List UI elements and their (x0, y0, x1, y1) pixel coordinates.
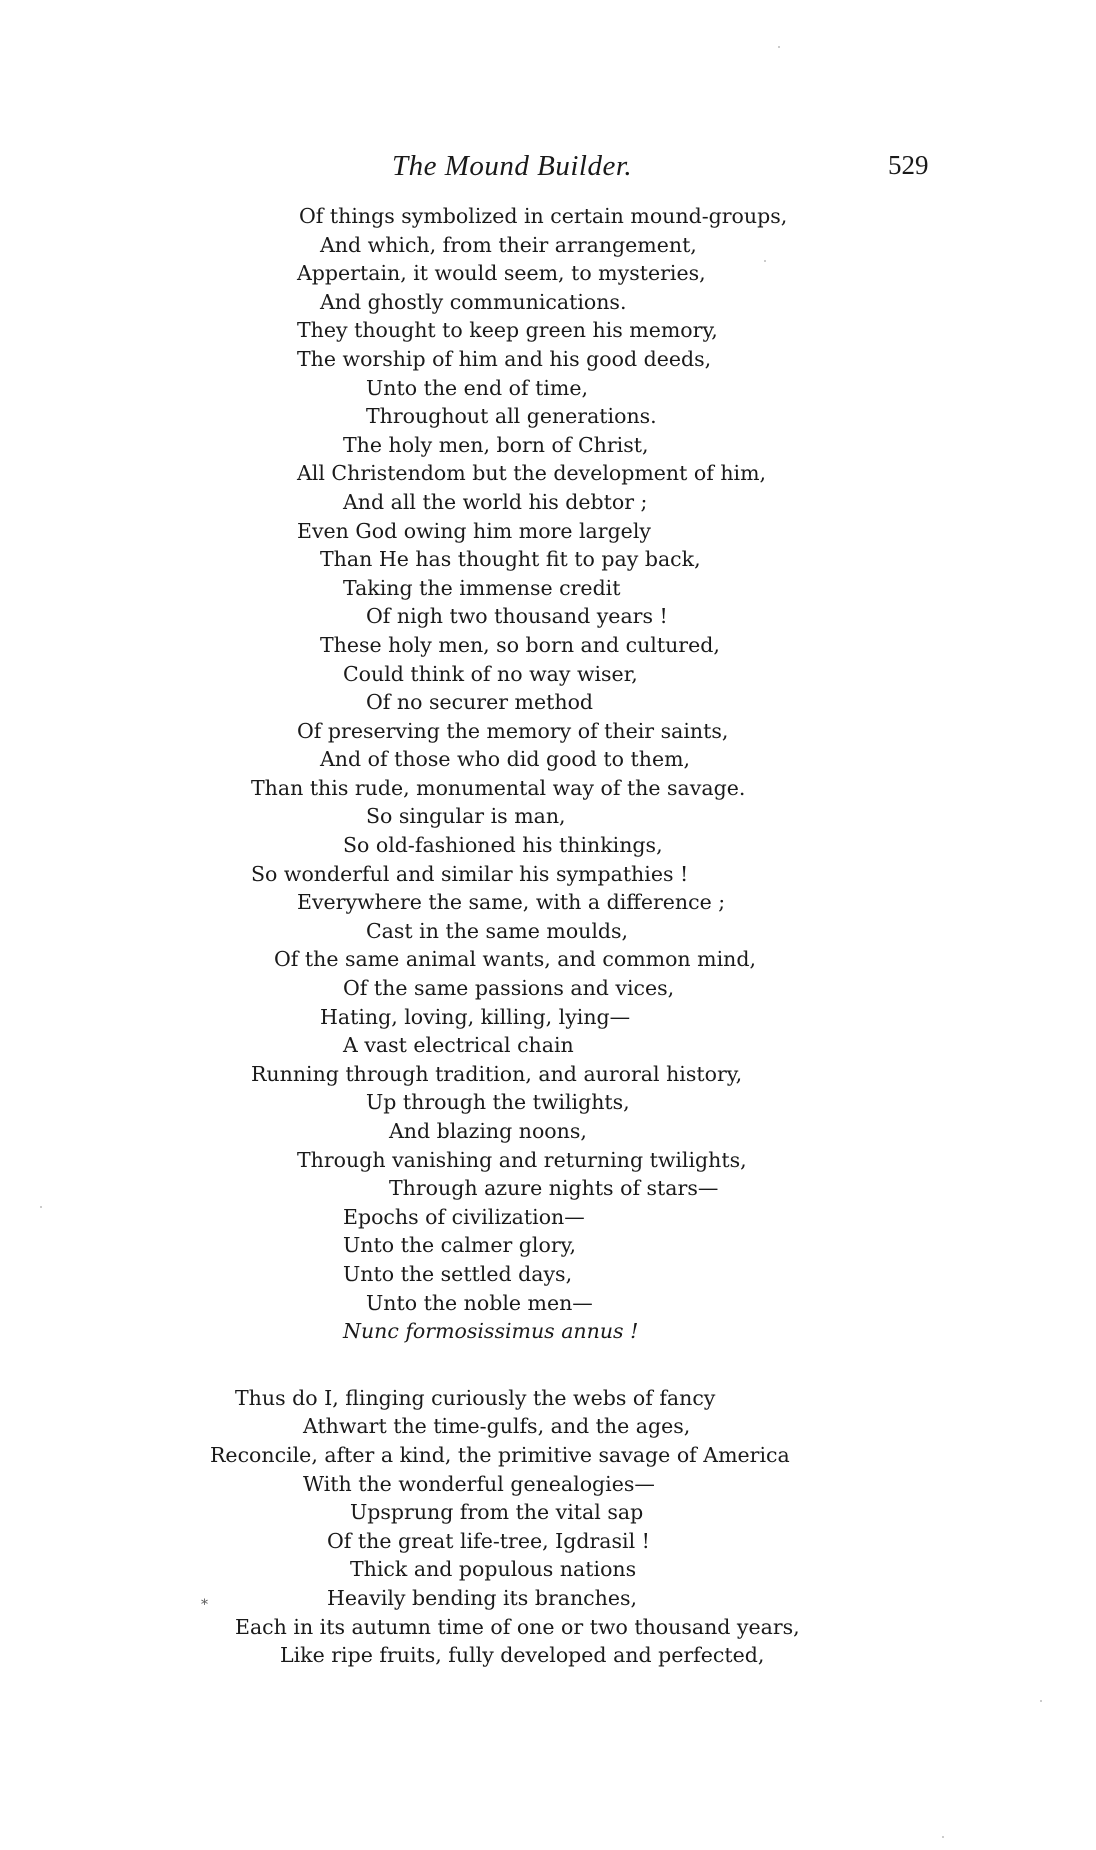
poem-line: Heavily bending its branches, (327, 1585, 638, 1610)
poem-line: So singular is man, (366, 804, 566, 829)
poem-line: Of the same passions and vices, (343, 976, 675, 1001)
paper-speck (40, 1206, 42, 1208)
poem-line: The holy men, born of Christ, (343, 432, 649, 457)
poem-line: Running through tradition, and auroral history, (251, 1061, 743, 1086)
poem-line: Of preserving the memory of their saints, (297, 718, 729, 743)
poem-line: Cast in the same moulds, (366, 918, 629, 943)
paper-speck (778, 46, 780, 48)
poem-line: With the wonderful genealogies— (303, 1471, 655, 1496)
poem-line: Unto the settled days, (343, 1261, 573, 1286)
poem-line: Could think of no way wiser, (343, 661, 638, 686)
poem-line: Taking the immense credit (343, 575, 621, 600)
poem-line: Of nigh two thousand years ! (366, 604, 668, 629)
poem-line: And which, from their arrangement, (320, 232, 697, 257)
paper-speck (942, 1836, 944, 1838)
poem-line: Of things symbolized in certain mound-groups, (299, 204, 788, 228)
poem-line: Unto the noble men— (366, 1290, 593, 1315)
poem-line: Upsprung from the vital sap (350, 1500, 644, 1525)
poem-line: Thus do I, flinging curiously the webs of fancy (235, 1385, 716, 1410)
poem-line: And all the world his debtor ; (343, 489, 648, 514)
poem-line: Through azure nights of stars— (389, 1176, 719, 1201)
poem-line: And ghostly communications. (320, 289, 627, 314)
poem-line: Hating, loving, killing, lying— (320, 1004, 631, 1029)
poem-line: All Christendom but the development of him, (297, 461, 767, 486)
poem-line: The worship of him and his good deeds, (297, 346, 712, 371)
poem-line: Throughout all generations. (366, 404, 657, 429)
poem-line: Each in its autumn time of one or two thousand years, (235, 1614, 800, 1639)
poem-line: Nunc formosissimus annus ! (343, 1319, 639, 1344)
poem-line: Unto the end of time, (366, 375, 588, 400)
poem-line: A vast electrical chain (343, 1033, 574, 1058)
poem-stanzas (0, 202, 1096, 1670)
poem-line: These holy men, so born and cultured, (320, 632, 720, 657)
poem-line: Than He has thought fit to pay back, (320, 547, 701, 572)
poem-line: Appertain, it would seem, to mysteries, (297, 261, 706, 286)
margin-mark: * (201, 1597, 208, 1613)
poem-line: They thought to keep green his memory, (297, 318, 718, 343)
poem-line: So wonderful and similar his sympathies ! (251, 861, 689, 886)
page-number: 529 (888, 150, 929, 180)
poem-line: So old-fashioned his thinkings, (343, 833, 663, 858)
poem-line: Thick and populous nations (350, 1557, 637, 1582)
running-title: The Mound Builder. (392, 150, 633, 182)
poem-line: Like ripe fruits, fully developed and perfected, (280, 1643, 765, 1668)
poem-line: Unto the calmer glory, (343, 1233, 577, 1258)
poem-line: Of the great life-tree, Igdrasil ! (327, 1528, 650, 1553)
paper-speck (1040, 1700, 1042, 1702)
poem-line: Reconcile, after a kind, the primitive savage of America (210, 1442, 790, 1467)
poem-line: Athwart the time-gulfs, and the ages, (303, 1414, 691, 1439)
poem-line: Even God owing him more largely (297, 518, 651, 543)
poem-line: Up through the twilights, (366, 1090, 630, 1115)
poem-line: Epochs of civilization— (343, 1204, 585, 1229)
poem-line: Of no securer method (366, 690, 594, 715)
poem-line: Through vanishing and returning twilights, (297, 1147, 747, 1172)
poem-line: And of those who did good to them, (320, 747, 691, 772)
poem-line: And blazing noons, (389, 1119, 587, 1143)
poem-line: Than this rude, monumental way of the savage. (251, 775, 746, 800)
paper-speck (764, 260, 766, 262)
poem-line: Of the same animal wants, and common mind, (274, 947, 756, 972)
poem-line: Everywhere the same, with a difference ; (297, 890, 726, 915)
stanza-break (0, 1346, 1096, 1384)
